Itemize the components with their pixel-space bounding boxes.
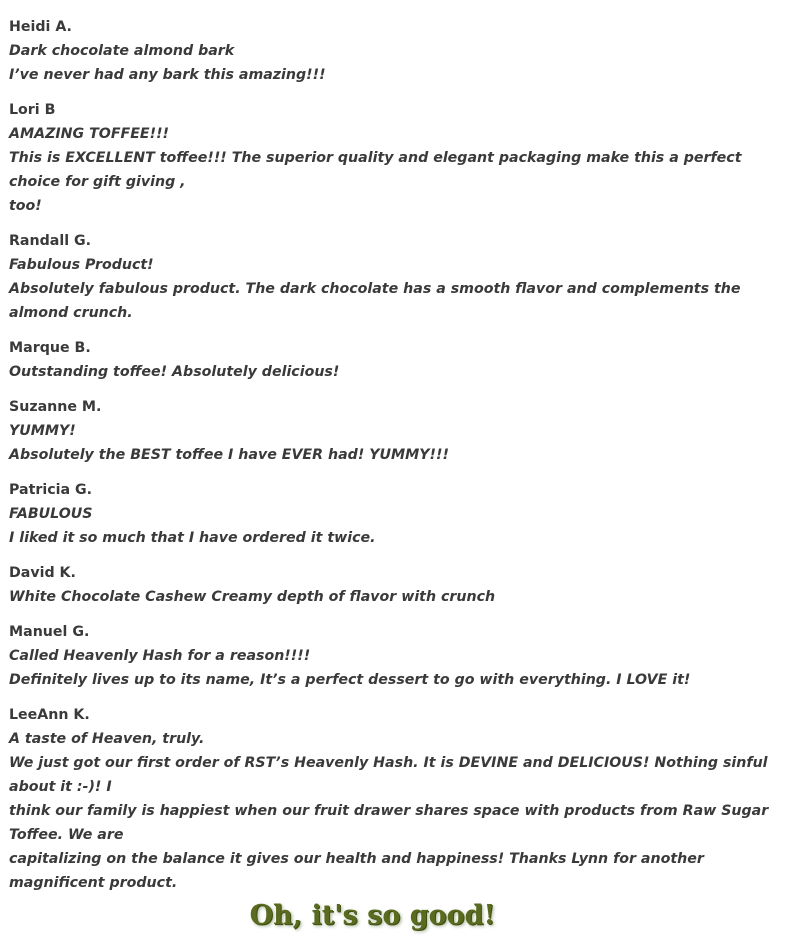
review-text: Absolutely fabulous product. The dark chocolate has a smooth flavor and complements the almond crunch.: [9, 281, 741, 321]
review-text: We just got our first order of RST’s Heavenly Hash. It is DEVINE and DELICIOUS! Nothing sinful about it :-)! I: [9, 755, 768, 795]
review-item: [9, 620, 794, 692]
review-title: A taste of Heaven, truly.: [9, 731, 205, 747]
review-title: White Chocolate Cashew Creamy depth of flavor with crunch: [9, 589, 496, 605]
review-item: [9, 395, 794, 467]
review-title: FABULOUS: [9, 506, 93, 522]
review-author: Marque B.: [9, 340, 91, 356]
review-title: Fabulous Product!: [9, 257, 154, 273]
review-author: Patricia G.: [9, 482, 93, 498]
reviews-list: [9, 15, 794, 906]
review-author: Suzanne M.: [9, 399, 102, 415]
review-author: Heidi A.: [9, 19, 72, 35]
review-text: This is EXCELLENT toffee!!! The superior quality and elegant packaging make this a perfect choice for gift giving ,: [9, 150, 742, 190]
review-author: Lori B: [9, 102, 56, 118]
review-text: think our family is happiest when our fruit drawer shares space with products from Raw Sugar Toffee. We are: [9, 803, 769, 843]
review-text: Absolutely the BEST toffee I have EVER had! YUMMY!!!: [9, 447, 449, 463]
review-author: David K.: [9, 565, 76, 581]
review-item: [9, 15, 794, 87]
review-title: Dark chocolate almond bark: [9, 43, 235, 59]
review-text: too!: [9, 198, 42, 214]
review-text: I’ve never had any bark this amazing!!!: [9, 67, 326, 83]
review-item: [9, 336, 794, 384]
tagline-heading: Oh, it's so good!: [249, 900, 496, 931]
review-item: [9, 478, 794, 550]
review-item: [9, 98, 794, 218]
review-title: AMAZING TOFFEE!!!: [9, 126, 170, 142]
review-author: Randall G.: [9, 233, 92, 249]
review-title: Called Heavenly Hash for a reason!!!!: [9, 648, 311, 664]
review-author: LeeAnn K.: [9, 707, 90, 723]
review-text: I liked it so much that I have ordered it twice.: [9, 530, 376, 546]
review-item: [9, 229, 794, 325]
review-text: capitalizing on the balance it gives our health and happiness! Thanks Lynn for another magnificent product.: [9, 851, 704, 891]
review-text: Definitely lives up to its name, It’s a perfect dessert to go with everything. I LOVE it!: [9, 672, 691, 688]
review-title: YUMMY!: [9, 423, 76, 439]
review-author: Manuel G.: [9, 624, 90, 640]
review-item: [9, 703, 794, 895]
review-item: [9, 561, 794, 609]
review-title: Outstanding toffee! Absolutely delicious!: [9, 364, 340, 380]
